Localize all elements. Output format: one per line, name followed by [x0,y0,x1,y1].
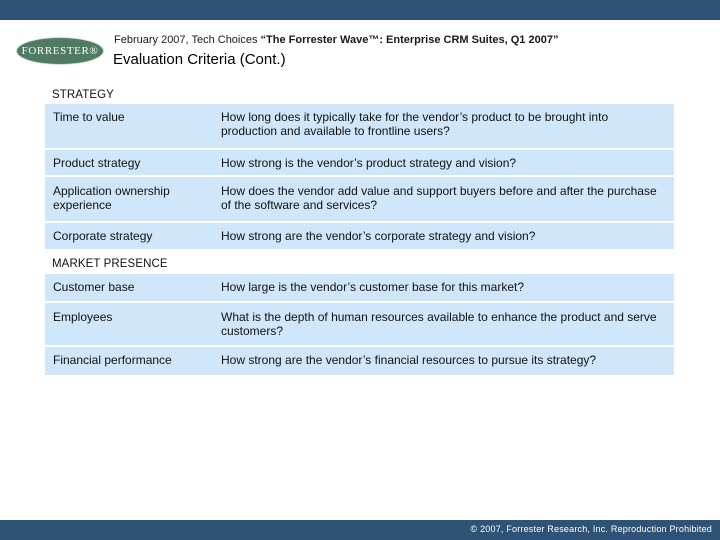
table-row [45,104,674,150]
table-row [45,347,674,377]
report-subtitle [114,34,558,46]
table-row [45,274,674,303]
table-row [45,177,674,223]
criterion-cell: Employees [53,310,113,324]
criterion-cell: Time to value [53,110,125,124]
question-cell: How strong are the vendor’s corporate strategy and vision? [221,229,536,243]
footer-bar [0,520,720,540]
forrester-logo [16,37,104,65]
question-cell: How does the vendor add value and support buyers before and after the purchase of the software and services? [221,184,657,212]
question-cell: What is the depth of human resources available to enhance the product and serve customers? [221,310,657,338]
subtitle-prefix: February 2007, Tech Choices [114,34,261,46]
criterion-cell: Product strategy [53,156,141,170]
table-row [45,150,674,177]
section-label-market-presence: MARKET PRESENCE [52,258,168,270]
table-row [45,223,674,251]
report-name: “The Forrester Wave™: Enterprise CRM Suites, Q1 2007” [260,34,559,46]
copyright-text: © 2007, Forrester Research, Inc. Reproduction Prohibited [470,524,712,534]
criterion-cell: Corporate strategy [53,229,153,243]
criterion-cell: Application ownership experience [53,184,170,212]
section-label-strategy: STRATEGY [52,89,114,101]
table-row [45,303,674,347]
question-cell: How strong is the vendor’s product strategy and vision? [221,156,517,170]
question-cell: How strong are the vendor’s financial resources to pursue its strategy? [221,353,597,367]
question-cell: How long does it typically take for the vendor’s product to be brought into production and available to frontline users? [221,110,609,138]
criterion-cell: Financial performance [53,353,172,367]
criterion-cell: Customer base [53,280,135,294]
top-bar [0,0,720,20]
question-cell: How large is the vendor’s customer base for this market? [221,280,525,294]
page-title: Evaluation Criteria (Cont.) [113,51,286,68]
logo-text: FORRESTER® [21,45,99,57]
